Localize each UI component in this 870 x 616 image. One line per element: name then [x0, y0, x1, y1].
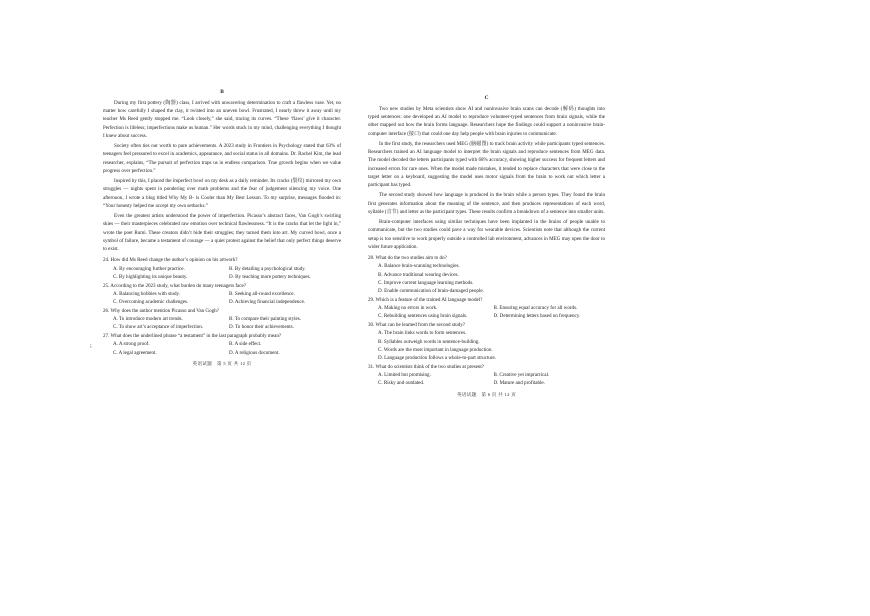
option-d: D. A religious document.	[229, 349, 280, 356]
option-a: A. A strong proof.	[113, 341, 150, 348]
option-a: A. Balance brain-scanning technologies.	[378, 263, 460, 270]
option-c: C. By highlighting its unique beauty.	[113, 273, 188, 280]
option-b: B. Syllables outweigh words in sentence-building.	[378, 338, 480, 345]
paragraph: During my first pottery (陶器) class, I arrived with unwavering determination to craft a flawless vase. Yet, no matter how carefully I shaped the clay, it twisted into an uneven bowl. Frustrated, I nearly threw it away until my teacher Ms Reed gently stopped me. “Look closely,” she said, tracing its curves. “These ‘flaws’ give it character. Perfection is lifeless; imperfections make us human.” Her words stuck in my mind, challenging everything I thought I knew about success.	[103, 99, 341, 139]
question-27	[103, 332, 341, 357]
option-d: D. By teaching more pottery techniques.	[229, 273, 311, 280]
section-title-b: B	[220, 89, 224, 95]
option-b: B. To compare their painting styles.	[229, 316, 301, 322]
right-page	[368, 94, 605, 398]
paragraph: The second study showed how language is produced in the brain while a person types. They found the brain first generates information about the meaning of the sentence, and then produces representations of each word, syllable (音节) and letter as the participant types. These results confirm a breakdown of a sentence into smaller units.	[368, 192, 605, 215]
question-stem: 31. What do scientists think of the two studies at present?	[368, 363, 485, 370]
paragraph: Two new studies by Meta scientists show AI and noninvasive brain scans can decode (解码) thoughts into typed sentences: one developed an AI model to reproduce volunteer-typed sentences from brain signals, while the other mapped out how the brain forms language. Researchers hope the findings could support a noninvasive brain-computer interface (接口) that could one day help people with brain injuries to communicate.	[368, 105, 605, 137]
option-b: B. A side effect.	[229, 341, 262, 348]
paragraph: Society often ties our worth to pure achievements. A 2023 study in Frontiers in Psychology stated that 63% of teenagers feel pressured to excel in academics, appearance, and social status in all domains. Dr. Rachel Kim, the lead researcher, explains, “The pursuit of perfection traps us in endless comparison. True growth begins when we value progress over perfection.”	[103, 143, 341, 174]
option-d: D. Enable communication of brain-damaged people.	[378, 288, 484, 294]
option-b: B. Seeking all-round excellence.	[229, 290, 295, 297]
question-30	[368, 321, 605, 362]
option-c: C. A legal agreement.	[113, 349, 157, 356]
option-b: B. Creative yet impractical.	[493, 372, 550, 378]
option-a: A. To introduce modern art trends.	[113, 316, 183, 322]
option-c: C. Words are the most important in language production.	[378, 346, 493, 353]
option-d: D. Achieving financial independence.	[229, 299, 306, 305]
question-stem: 30. What can be learned from the second study?	[368, 322, 466, 328]
option-b: B. Advance traditional wearing devices.	[378, 271, 459, 278]
left-page	[103, 88, 341, 367]
option-d: D. Mature and profitable.	[493, 380, 545, 387]
question-24	[103, 256, 341, 281]
option-d: D. To honor their achievements.	[229, 324, 294, 331]
question-29	[368, 296, 605, 321]
option-a: A. Making no errors in work.	[378, 305, 438, 311]
question-31	[368, 363, 605, 388]
option-c: C. Overcoming academic challenges.	[113, 299, 189, 305]
question-stem: 27. What does the underlined phrase “a testament” in the last paragraph probably mean?	[103, 333, 282, 339]
margin-mark: ;	[90, 343, 92, 349]
question-stem: 24. How did Ms Reed change the author’s opinion on his artwork?	[103, 257, 238, 264]
option-a: A. Balancing hobbies with study.	[113, 290, 180, 297]
question-25	[103, 282, 341, 307]
option-a: A. Limited but promising.	[378, 372, 431, 378]
paragraph: Brain-computer interfaces using similar techniques have been implanted in the brains of people unable to communicate, but the two studies could pave a way for wearable devices. Scientists note that although the current setup is too sensitive to work properly outside a controlled lab environment, advances in MEG may open the door to wider future application.	[368, 219, 605, 250]
question-26	[103, 307, 341, 332]
passage-b	[103, 99, 341, 254]
question-stem: 25. According to the 2023 study, what burden do many teenagers face?	[103, 282, 247, 289]
paragraph: In the first study, the researchers used MEG (脑磁图) to track brain activity while participants typed sentences. Researchers trained an AI language model to interpret the brain signals and reproduce sentences from MEG data. The model decoded the letters participants typed with 68% accuracy, showing higher success for frequent letters and increased errors for rare ones. When the model made mistakes, it tended to replace characters that were close to the target letter on a keyboard, suggesting the model uses motor signals from the brain to work out which letter a participant has typed.	[368, 140, 605, 188]
option-d: D. Determining letters based on frequency.	[493, 313, 581, 320]
option-c: C. Rebuilding sentences using brain signals.	[378, 313, 468, 320]
question-stem: 26. Why does the author mention Picasso and Van Gogh?	[103, 307, 219, 314]
option-a: A. By encouraging further practice.	[113, 265, 185, 272]
option-c: C. Risky and outdated.	[378, 380, 425, 387]
paragraph: Inspired by this, I placed the imperfect bowl on my desk as a daily reminder. Its cracks (裂纹) mirrored my own struggles — nights spent in pondering over math problems and the fear of judgement silencing my voice. One afternoon, I wrote a blog titled Why My B- is Cooler than My Best Lesson. To my surprise, messages flooded in: “Your honesty helped me accept my own setbacks.”	[103, 178, 341, 209]
option-d: D. Language production follows a whole-to-part structure.	[378, 355, 496, 361]
option-a: A. The brain links words to form sentences.	[378, 330, 467, 337]
option-b: B. Ensuring equal accuracy for all words.	[493, 305, 578, 311]
question-stem: 29. Which is a feature of the trained AI language model?	[368, 296, 483, 303]
question-stem: 28. What do the two studies aim to do?	[368, 255, 447, 261]
question-28	[368, 254, 605, 295]
paragraph: Even the greatest artists understood the power of imperfection. Picasso’s abstract faces, Van Gogh’s swirling skies — their masterpieces celebrated raw emotion over technical flawlessness. “It is the cracks that let the light in,” wrote the poet Rumi. These creators didn’t hide their struggles; they turned them into art. My curved bowl, once a symbol of failure, became a testament of courage — a quiet protest against the belief that only perfect things deserve to exist.	[103, 213, 341, 252]
section-title-c: C	[484, 95, 489, 101]
passage-c	[368, 105, 605, 251]
page-footer: 英语试题 第 5 页 共 12 页	[192, 360, 252, 366]
page-footer: 英语试题 第 6 页 共 12 页	[456, 391, 517, 397]
option-c: C. To show art’s acceptance of imperfection.	[113, 324, 204, 331]
option-b: B. By detailing a psychological study.	[229, 265, 306, 272]
option-c: C. Improve current language learning methods.	[378, 279, 474, 286]
